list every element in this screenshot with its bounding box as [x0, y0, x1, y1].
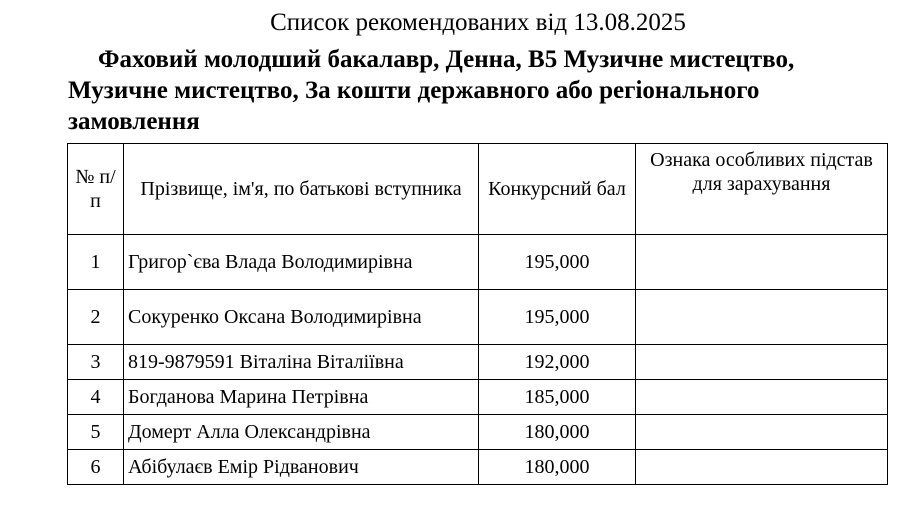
table-row	[68, 450, 888, 485]
row-number: 3	[68, 345, 124, 380]
column-header-note: Ознака особливих підстав для зарахування	[636, 144, 888, 235]
applicant-name: Григор`єва Влада Володимирівна	[124, 235, 479, 290]
special-grounds-note	[636, 380, 888, 415]
row-number: 5	[68, 415, 124, 450]
applicants-table	[67, 143, 888, 485]
special-grounds-note	[636, 290, 888, 345]
applicant-name: Абібулаєв Емір Рідванович	[124, 450, 479, 485]
row-number: 1	[68, 235, 124, 290]
special-grounds-note	[636, 415, 888, 450]
table-row	[68, 235, 888, 290]
column-header-number: № п/п	[68, 144, 124, 235]
competitive-score: 180,000	[479, 450, 636, 485]
applicant-name: 819-9879591 Віталіна Віталіївна	[124, 345, 479, 380]
applicant-name: Домерт Алла Олександрівна	[124, 415, 479, 450]
competitive-score: 195,000	[479, 290, 636, 345]
row-number: 2	[68, 290, 124, 345]
competitive-score: 185,000	[479, 380, 636, 415]
special-grounds-note	[636, 345, 888, 380]
applicant-name: Богданова Марина Петрівна	[124, 380, 479, 415]
document-subtitle: Фаховий молодший бакалавр, Денна, B5 Музичне мистецтво, Музичне мистецтво, За кошти державного або регіонального замовлення	[68, 46, 795, 135]
special-grounds-note	[636, 235, 888, 290]
row-number: 4	[68, 380, 124, 415]
table-row	[68, 345, 888, 380]
column-header-name: Прізвище, ім'я, по батькові вступника	[124, 144, 479, 235]
competitive-score: 195,000	[479, 235, 636, 290]
competitive-score: 180,000	[479, 415, 636, 450]
table-row	[68, 415, 888, 450]
special-grounds-note	[636, 450, 888, 485]
competitive-score: 192,000	[479, 345, 636, 380]
applicant-name: Сокуренко Оксана Володимирівна	[124, 290, 479, 345]
column-header-score: Конкурсний бал	[479, 144, 636, 235]
document-title: Список рекомендованих від 13.08.2025	[270, 9, 686, 36]
table-row	[68, 380, 888, 415]
row-number: 6	[68, 450, 124, 485]
table-row	[68, 290, 888, 345]
table-header-row	[68, 144, 888, 235]
